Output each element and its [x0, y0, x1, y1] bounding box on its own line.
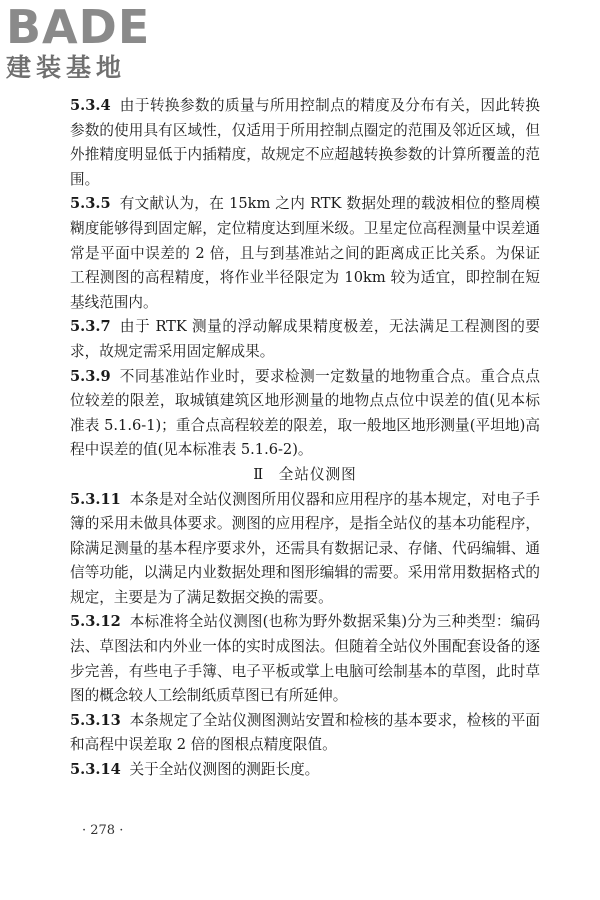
paragraph-5-3-4	[70, 94, 540, 192]
section-numeral: Ⅱ	[253, 465, 265, 483]
clause-number: 5.3.7	[70, 318, 111, 336]
clause-number: 5.3.9	[70, 367, 111, 385]
paragraph-5-3-7	[70, 315, 540, 364]
clause-number: 5.3.4	[70, 97, 111, 114]
clause-text: 关于全站仪测图的测距长度。	[129, 761, 320, 779]
paragraph-5-3-12	[70, 610, 540, 708]
document-body	[70, 94, 540, 783]
paragraph-5-3-13	[70, 709, 540, 758]
section-heading	[70, 463, 540, 488]
paragraph-5-3-5	[70, 192, 540, 315]
clause-number: 5.3.5	[70, 195, 111, 213]
clause-text: 本条规定了全站仪测图测站安置和检核的基本要求，检核的平面和高程中误差取 2 倍的图根点精度限值。	[70, 711, 540, 754]
logo-subtitle: 建装基地	[6, 53, 127, 82]
paragraph-5-3-9	[70, 365, 540, 463]
clause-number: 5.3.12	[70, 613, 121, 631]
logo	[6, 0, 176, 83]
clause-number: 5.3.11	[70, 490, 121, 508]
clause-text: 有文献认为，在 15km 之内 RTK 数据处理的载波相位的整周模糊度能够得到固定解，定位精度达到厘米级。卫星定位高程测量中误差通常是平面中误差的 2 倍，且与到基准站之间的距离成正比关系。为保证工程测图的高程精度，将作业半径限定为 10km 较为适宜，即控制在短基线范围内。	[70, 195, 540, 311]
clause-text: 本条是对全站仪测图所用仪器和应用程序的基本规定，对电子手簿的采用未做具体要求。测图的应用程序，是指全站仪的基本功能程序，除满足测量的基本程序要求外，还需具有数据记录、存储、代码编辑、通信等功能，以满足内业数据处理和图形编辑的需要。采用常用数据格式的规定，主要是为了满足数据交换的需要。	[70, 490, 540, 606]
clause-text: 由于转换参数的质量与所用控制点的精度及分布有关，因此转换参数的使用具有区域性，仅适用于所用控制点圈定的范围及邻近区域，但外推精度明显低于内插精度，故规定不应超越转换参数的计算所覆盖的范围。	[70, 97, 540, 188]
clause-number: 5.3.13	[70, 711, 121, 729]
logo-brand: BADE	[6, 0, 151, 54]
paragraph-5-3-14	[70, 758, 540, 783]
paragraph-5-3-11	[70, 488, 540, 611]
clause-text: 由于 RTK 测量的浮动解成果精度极差，无法满足工程测图的要求，故规定需采用固定解成果。	[70, 318, 540, 360]
clause-text: 本标准将全站仪测图(也称为野外数据采集)分为三种类型：编码法、草图法和内外业一体的实时成图法。但随着全站仪外围配套设备的逐步完善，有些电子手簿、电子平板或掌上电脑可绘制基本的草图，此时草图的概念较人工绘制纸质草图已有所延伸。	[70, 613, 540, 705]
clause-number: 5.3.14	[70, 761, 121, 779]
clause-text: 不同基准站作业时，要求检测一定数量的地物重合点。重合点点位较差的限差，取城镇建筑区地形测量的地物点点位中误差的值(见本标准表 5.1.6-1)；重合点高程较差的限差，取一般地区地形测量(平坦地)高程中误差的值(见本标准表 5.1.6-2)。	[70, 367, 540, 459]
section-title: 全站仪测图	[278, 465, 357, 483]
page-number: · 278 ·	[82, 823, 124, 838]
